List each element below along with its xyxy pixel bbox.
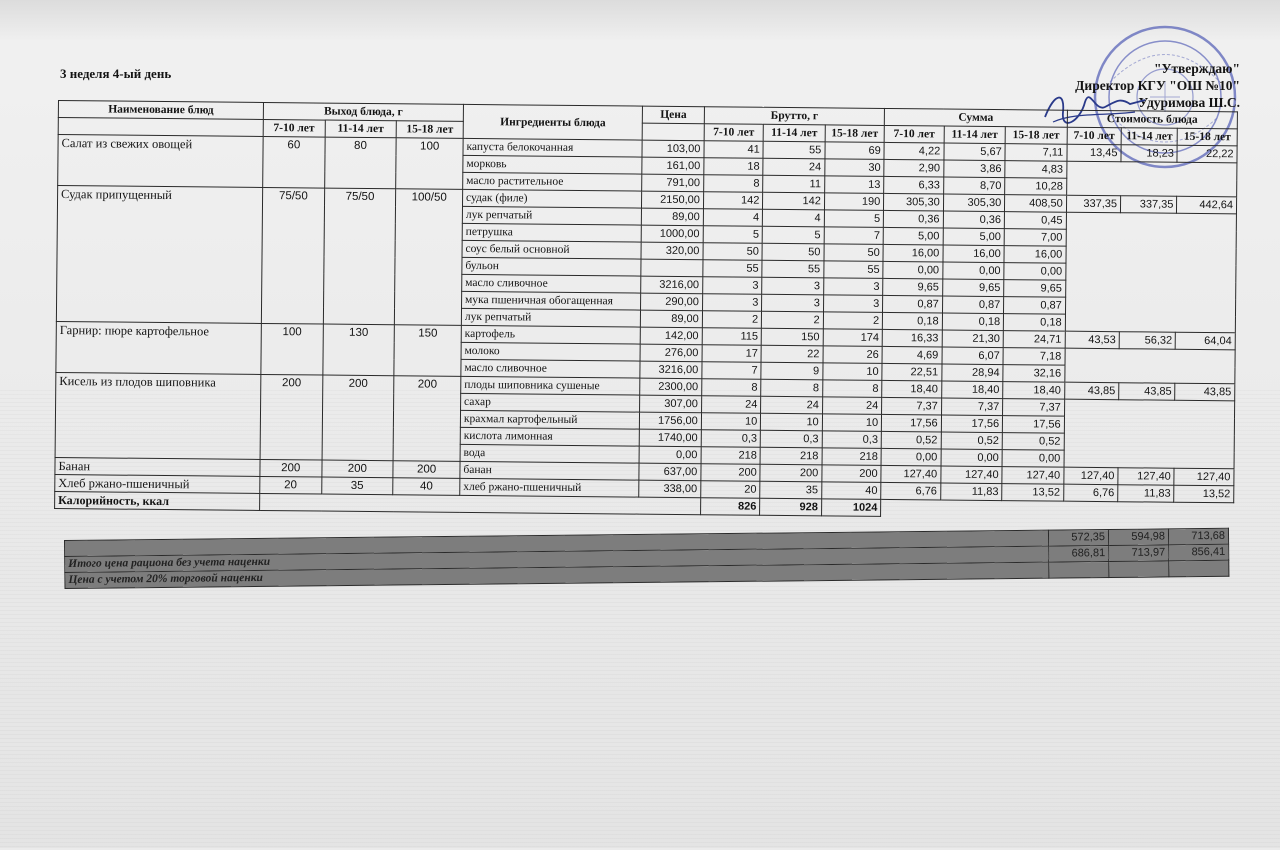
calories-value: 928	[760, 498, 822, 516]
ingredient-gross: 4	[703, 209, 763, 227]
ingredient-gross: 0,3	[701, 430, 761, 448]
ingredient-gross: 24	[701, 396, 761, 414]
ingredient-name: плоды шиповника сушеные	[461, 376, 641, 395]
ingredient-gross: 218	[701, 447, 761, 465]
ingredient-sum: 0,36	[884, 210, 944, 228]
ingredient-sum: 0,18	[942, 313, 1004, 331]
ingredient-gross: 50	[703, 243, 763, 261]
no-markup-value: 686,81	[1049, 546, 1109, 563]
ingredient-name: банан	[460, 461, 640, 480]
dish-yield: 20	[260, 476, 322, 494]
ingredient-price: 89,00	[642, 208, 704, 226]
approval-line-1: "Утверждаю"	[1153, 61, 1240, 76]
no-markup-label: Итого цена рациона без учета наценки	[65, 546, 1049, 572]
ingredient-gross: 35	[760, 481, 822, 499]
header-ingredients: Ингредиенты блюда	[463, 104, 643, 140]
ingredient-sum: 16,00	[943, 245, 1005, 263]
ingredient-name: капуста белокочанная	[463, 138, 643, 157]
ingredient-sum: 22,51	[882, 363, 942, 381]
dish-yield: 200	[321, 460, 393, 478]
dish-yield: 150	[394, 325, 461, 377]
ingredient-gross: 218	[760, 447, 822, 465]
ingredient-price: 276,00	[640, 344, 702, 362]
ingredient-name: морковь	[463, 155, 643, 174]
dish-cost: 6,76	[1063, 484, 1117, 502]
header-sum-age-2: 11-14 лет	[944, 126, 1006, 144]
ingredient-name: лук репчатый	[462, 206, 642, 225]
ingredient-gross: 3	[762, 294, 824, 312]
ingredient-sum: 16,00	[883, 244, 943, 262]
ingredient-sum: 7,37	[941, 398, 1003, 416]
ingredient-gross: 142	[703, 192, 763, 210]
ingredient-sum: 10,28	[1005, 178, 1067, 196]
ingredient-name: картофель	[461, 325, 641, 344]
dish-cost-blank	[1064, 399, 1235, 469]
header-yield-age-3: 15-18 лет	[396, 121, 463, 139]
ingredient-gross: 8	[761, 379, 823, 397]
ingredient-sum: 127,40	[1002, 467, 1064, 485]
ingredient-gross: 0,3	[822, 431, 882, 449]
ingredient-gross: 218	[822, 448, 882, 466]
ingredient-gross: 55	[824, 261, 884, 279]
dish-yield: 200	[393, 461, 460, 479]
ingredient-sum: 7,18	[1003, 348, 1065, 366]
ingredient-price: 338,00	[639, 480, 701, 498]
ingredient-gross: 4	[763, 209, 825, 227]
ingredient-sum: 0,52	[881, 431, 941, 449]
subtotal-value: 572,35	[1048, 530, 1108, 547]
dish-cost: 337,35	[1120, 196, 1177, 214]
ingredient-name: молоко	[461, 342, 641, 361]
header-price-blank	[642, 123, 704, 141]
calories-value: 826	[700, 498, 760, 516]
ingredient-gross: 11	[763, 175, 825, 193]
ingredient-sum: 0,87	[942, 296, 1004, 314]
ingredient-gross: 26	[823, 346, 883, 364]
ingredient-gross: 55	[703, 260, 763, 278]
ingredient-sum: 0,18	[883, 312, 943, 330]
ingredient-sum: 28,94	[942, 364, 1004, 382]
ingredient-name: масло растительное	[463, 172, 643, 191]
ingredient-gross: 17	[702, 345, 762, 363]
ingredient-gross: 50	[824, 244, 884, 262]
ingredient-sum: 9,65	[1004, 280, 1066, 298]
ingredient-sum: 16,00	[1004, 246, 1066, 264]
ingredient-sum: 6,07	[942, 347, 1004, 365]
ingredient-gross: 13	[824, 176, 884, 194]
ingredient-sum: 11,83	[940, 483, 1002, 501]
calories-value: 1024	[821, 499, 881, 517]
ingredient-gross: 40	[821, 482, 881, 500]
ingredient-sum: 0,00	[1002, 450, 1064, 468]
ingredient-gross: 200	[760, 464, 822, 482]
dish-cost: 442,64	[1177, 196, 1237, 214]
ingredient-gross: 10	[822, 414, 882, 432]
dish-yield: 35	[321, 477, 393, 495]
ingredient-price: 142,00	[641, 327, 703, 345]
ingredient-name: судак (филе)	[462, 189, 642, 208]
ingredient-gross: 24	[763, 158, 825, 176]
dish-name: Банан	[55, 457, 260, 476]
no-markup-value: 713,97	[1109, 545, 1169, 562]
approval-line-3: Удуримова Ш.С.	[1138, 95, 1240, 110]
approval-line-2: Директор КГУ "ОШ №10"	[1075, 78, 1240, 93]
ingredient-gross: 8	[822, 380, 882, 398]
dish-cost: 127,40	[1118, 468, 1175, 486]
ingredient-price: 1756,00	[640, 412, 702, 430]
ingredient-gross: 190	[824, 193, 884, 211]
dish-cost-blank	[1065, 212, 1236, 333]
ingredient-sum: 7,00	[1004, 229, 1066, 247]
ingredient-sum: 0,00	[1004, 263, 1066, 281]
ingredient-sum: 0,52	[941, 432, 1003, 450]
header-gross-age-1: 7-10 лет	[704, 124, 764, 142]
no-markup-value: 856,41	[1169, 544, 1229, 561]
ingredient-name: масло сливочное	[462, 274, 642, 293]
ingredient-gross: 5	[762, 226, 824, 244]
ingredient-price: 161,00	[642, 157, 704, 175]
dish-name: Хлеб ржано-пшеничный	[55, 474, 260, 493]
ingredient-price: 791,00	[642, 174, 704, 192]
ingredient-name: крахмал картофельный	[460, 410, 640, 429]
dish-cost: 337,35	[1066, 195, 1120, 213]
header-dish-blank	[58, 118, 263, 137]
dish-cost: 43,85	[1175, 383, 1235, 401]
ingredient-name: вода	[460, 444, 640, 463]
ingredient-gross: 24	[822, 397, 882, 415]
header-cost: Стоимость блюда	[1067, 110, 1237, 129]
header-sum-age-3: 15-18 лет	[1005, 127, 1067, 145]
ingredient-gross: 18	[704, 158, 764, 176]
ingredient-gross: 200	[701, 464, 761, 482]
top-shadow	[0, 0, 1280, 40]
ingredient-name: бульон	[462, 257, 642, 276]
ingredient-gross: 50	[762, 243, 824, 261]
ingredient-sum: 0,00	[943, 262, 1005, 280]
ingredient-gross: 41	[704, 141, 764, 159]
ingredient-sum: 21,30	[942, 330, 1004, 348]
dish-yield: 40	[393, 478, 460, 496]
ingredient-sum: 2,90	[884, 159, 944, 177]
ingredient-sum: 9,65	[883, 278, 943, 296]
ingredient-gross: 8	[703, 175, 763, 193]
dish-yield: 100	[261, 323, 323, 375]
ingredient-sum: 127,40	[881, 465, 941, 483]
ingredient-sum: 0,45	[1004, 212, 1066, 230]
ingredient-sum: 4,69	[882, 346, 942, 364]
markup-value	[1169, 560, 1229, 577]
dish-name: Гарнир: пюре картофельное	[56, 321, 262, 374]
dish-yield: 200	[260, 459, 322, 477]
calories-empty	[881, 499, 1234, 519]
ingredient-name: хлеб ржано-пшеничный	[460, 478, 640, 497]
dish-cost: 43,53	[1065, 331, 1119, 349]
ingredient-gross: 3	[823, 278, 883, 296]
markup-value	[1109, 561, 1169, 578]
header-gross-age-2: 11-14 лет	[763, 124, 825, 142]
menu-table	[54, 100, 1238, 520]
dish-cost: 43,85	[1119, 383, 1176, 401]
header-sum: Сумма	[885, 108, 1068, 127]
ingredient-price: 0,00	[639, 446, 701, 464]
ingredient-name: петрушка	[462, 223, 642, 242]
ingredient-name: лук репчатый	[461, 308, 641, 327]
ingredient-price: 290,00	[641, 293, 703, 311]
ingredient-sum: 16,33	[882, 329, 942, 347]
ingredient-gross: 174	[823, 329, 883, 347]
ingredient-gross: 115	[702, 328, 762, 346]
ingredient-name: мука пшеничная обогащенная	[461, 291, 641, 310]
ingredient-price: 2150,00	[642, 191, 704, 209]
ingredient-sum: 4,22	[884, 142, 944, 160]
header-yield-age-1: 7-10 лет	[263, 119, 325, 137]
ingredient-price: 2300,00	[640, 378, 702, 396]
ingredient-gross: 7	[702, 362, 762, 380]
dish-cost: 56,32	[1119, 332, 1176, 350]
dish-cost: 22,22	[1177, 145, 1237, 163]
dish-yield: 60	[263, 136, 325, 188]
ingredient-price: 3216,00	[640, 361, 702, 379]
ingredient-sum: 0,18	[1004, 314, 1066, 332]
markup-label: Цена с учетом 20% торговой наценки	[65, 562, 1049, 588]
ingredient-price: 3216,00	[641, 276, 703, 294]
ingredient-gross: 22	[761, 345, 823, 363]
ingredient-sum: 0,00	[941, 449, 1003, 467]
ingredient-sum: 5,00	[943, 228, 1005, 246]
header-cost-age-2: 11-14 лет	[1121, 128, 1178, 146]
menu-table-wrapper	[54, 100, 1238, 520]
ingredient-sum: 17,56	[882, 414, 942, 432]
dish-yield: 75/50	[323, 188, 396, 325]
ingredient-sum: 5,00	[883, 227, 943, 245]
ingredient-sum: 0,52	[1002, 433, 1064, 451]
ingredient-gross: 9	[761, 362, 823, 380]
dish-name: Кисель из плодов шиповника	[55, 372, 261, 459]
ingredient-gross: 142	[763, 192, 825, 210]
ingredient-gross: 10	[701, 413, 761, 431]
ingredient-gross: 3	[762, 277, 824, 295]
dish-cost: 13,52	[1174, 485, 1234, 503]
ingredient-sum: 5,67	[944, 143, 1006, 161]
ingredient-price: 637,00	[639, 463, 701, 481]
ingredient-sum: 32,16	[1003, 365, 1065, 383]
ingredient-sum: 6,33	[884, 176, 944, 194]
ingredient-price: 1000,00	[641, 225, 703, 243]
dish-cost: 127,40	[1174, 468, 1234, 486]
ingredient-sum: 0,36	[943, 211, 1005, 229]
ingredient-sum: 6,76	[881, 482, 941, 500]
markup-value	[1049, 562, 1109, 579]
ingredient-sum: 3,86	[943, 160, 1005, 178]
ingredient-sum: 0,87	[883, 295, 943, 313]
ingredient-gross: 2	[762, 311, 824, 329]
dish-yield: 200	[322, 375, 395, 461]
ingredient-sum: 305,30	[884, 193, 944, 211]
dish-yield: 130	[322, 324, 394, 376]
ingredient-gross: 10	[823, 363, 883, 381]
header-yield-age-2: 11-14 лет	[325, 120, 397, 138]
ingredient-price: 89,00	[641, 310, 703, 328]
ingredient-price: 1740,00	[640, 429, 702, 447]
dish-cost-blank	[1066, 161, 1237, 197]
header-yield: Выход блюда, г	[263, 102, 463, 121]
ingredient-sum: 7,11	[1005, 144, 1067, 162]
header-cost-age-1: 7-10 лет	[1067, 127, 1121, 145]
ingredient-gross: 3	[702, 277, 762, 295]
page-title: 3 неделя 4-ый день	[60, 66, 172, 81]
ingredient-gross: 200	[822, 465, 882, 483]
dish-cost: 11,83	[1118, 485, 1175, 503]
dish-cost-blank	[1065, 348, 1236, 384]
ingredient-sum: 17,56	[1003, 416, 1065, 434]
ingredient-gross: 69	[825, 142, 885, 160]
ingredient-sum: 8,70	[943, 177, 1005, 195]
dish-yield: 200	[260, 374, 322, 460]
dish-yield: 200	[393, 376, 460, 462]
ingredient-sum: 408,50	[1005, 195, 1067, 213]
dish-cost: 18,23	[1121, 145, 1178, 163]
subtotal-value: 713,68	[1168, 528, 1228, 545]
ingredient-name: сахар	[460, 393, 640, 412]
menu-table-body	[55, 135, 1237, 503]
header-price: Цена	[643, 106, 705, 124]
ingredient-gross: 30	[825, 159, 885, 177]
ingredient-sum: 13,52	[1002, 484, 1064, 502]
ingredient-sum: 305,30	[943, 194, 1005, 212]
header-gross: Брутто, г	[704, 107, 885, 126]
ingredient-gross: 55	[763, 141, 825, 159]
ingredient-name: масло сливочное	[461, 359, 641, 378]
dish-yield: 100	[396, 138, 463, 190]
ingredient-sum: 127,40	[941, 466, 1003, 484]
ingredient-gross: 20	[701, 481, 761, 499]
ingredient-gross: 8	[702, 379, 762, 397]
ingredient-sum: 18,40	[941, 381, 1003, 399]
ingredient-sum: 0,87	[1004, 297, 1066, 315]
ingredient-gross: 0,3	[760, 430, 822, 448]
ingredient-gross: 24	[761, 396, 823, 414]
ingredient-gross: 55	[762, 260, 824, 278]
dish-cost: 64,04	[1176, 332, 1236, 350]
dish-name: Судак припущенный	[56, 186, 262, 324]
ingredient-name: соус белый основной	[462, 240, 642, 259]
dish-name: Салат из свежих овощей	[58, 135, 264, 188]
ingredient-gross: 3	[702, 294, 762, 312]
calories-blank	[260, 493, 701, 514]
dish-cost: 43,85	[1064, 382, 1118, 400]
dish-yield: 75/50	[261, 187, 324, 324]
ingredient-gross: 10	[761, 413, 823, 431]
ingredient-sum: 24,71	[1003, 331, 1065, 349]
ingredient-price: 320,00	[641, 242, 703, 260]
ingredient-price: 307,00	[640, 395, 702, 413]
ingredient-sum: 4,83	[1005, 161, 1067, 179]
header-gross-age-3: 15-18 лет	[825, 125, 885, 143]
dish-yield: 80	[324, 137, 396, 189]
dish-yield: 100/50	[395, 189, 463, 326]
ingredient-sum: 18,40	[882, 380, 942, 398]
ingredient-sum: 7,37	[882, 397, 942, 415]
header-dish: Наименование блюд	[58, 101, 263, 120]
ingredient-gross: 2	[702, 311, 762, 329]
ingredient-sum: 0,00	[881, 448, 941, 466]
ingredient-gross: 2	[823, 312, 883, 330]
ingredient-sum: 18,40	[1003, 382, 1065, 400]
ingredient-gross: 5	[703, 226, 763, 244]
subtotal-value: 594,98	[1108, 529, 1168, 546]
dish-cost: 13,45	[1067, 144, 1121, 162]
ingredient-gross: 7	[824, 227, 884, 245]
ingredient-sum: 17,56	[941, 415, 1003, 433]
ingredient-sum: 9,65	[942, 279, 1004, 297]
calories-label: Калорийность, ккал	[55, 491, 260, 510]
header-cost-age-3: 15-18 лет	[1178, 128, 1238, 146]
ingredient-price	[641, 259, 703, 277]
ingredient-sum: 7,37	[1003, 399, 1065, 417]
ingredient-gross: 150	[761, 328, 823, 346]
ingredient-name: кислота лимонная	[460, 427, 640, 446]
dish-cost: 127,40	[1064, 467, 1118, 485]
header-sum-age-1: 7-10 лет	[884, 125, 944, 143]
ingredient-gross: 5	[824, 210, 884, 228]
ingredient-price: 103,00	[642, 140, 704, 158]
ingredient-gross: 3	[823, 295, 883, 313]
ingredient-sum: 0,00	[883, 261, 943, 279]
